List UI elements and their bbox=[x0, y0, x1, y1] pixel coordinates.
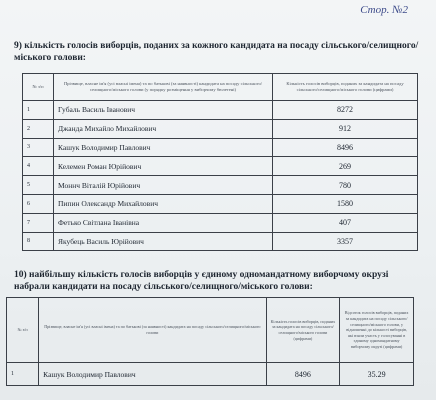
table-header-row bbox=[7, 298, 414, 363]
header-percent: Відсоток голосів виборців, поданих за кандидата на посаду сільського/селищного/міського голови, у відношенні до кількості виборців, які взяли участь у голосуванні в єдиному одномандатному виборчому окрузі (цифрами) bbox=[340, 298, 414, 363]
candidate-name: Келемен Роман Юрійович bbox=[54, 157, 273, 176]
section-10-heading: 10) найбільшу кількість голосів виборців у єдиному одномандатному виборчому окрузі набрали кандидати на посаду сільського/селищного/міського голови: bbox=[14, 270, 389, 292]
candidate-votes: 407 bbox=[273, 213, 418, 232]
row-num: 7 bbox=[23, 213, 54, 232]
section-9-heading: 9) кількість голосів виборців, поданих за кожного кандидата на посаду сільського/селищного/міського голови: bbox=[14, 41, 419, 63]
table-row bbox=[23, 119, 418, 138]
candidate-votes: 8272 bbox=[273, 101, 418, 120]
candidate-name: Моннч Віталій Юрійович bbox=[54, 176, 273, 195]
row-num: 2 bbox=[23, 119, 54, 138]
header-votes: Кількість голосів виборців, поданих за кандидата на посаду сільського/селищного/міського голови (цифрами) bbox=[266, 298, 340, 363]
table-row bbox=[23, 138, 418, 157]
candidate-votes: 912 bbox=[273, 119, 418, 138]
table-row bbox=[7, 363, 414, 386]
header-num: № з/п bbox=[7, 298, 39, 363]
table-row bbox=[23, 176, 418, 195]
candidate-name: Пипин Олександр Михайлович bbox=[54, 194, 273, 213]
candidate-name: Якубець Василь Юрійович bbox=[54, 232, 273, 251]
row-num: 3 bbox=[23, 138, 54, 157]
row-num: 8 bbox=[23, 232, 54, 251]
candidate-name: Джанда Михайло Михайлович bbox=[54, 119, 273, 138]
candidate-name: Кашук Володимир Павлович bbox=[39, 363, 266, 386]
candidate-votes: 269 bbox=[273, 157, 418, 176]
candidate-votes: 8496 bbox=[266, 363, 340, 386]
table-row bbox=[23, 157, 418, 176]
header-num: № з/п bbox=[23, 74, 54, 101]
candidate-name: Фетько Світлана Іванівна bbox=[54, 213, 273, 232]
row-num: 5 bbox=[23, 176, 54, 195]
row-num: 1 bbox=[23, 101, 54, 120]
row-num: 1 bbox=[7, 363, 39, 386]
header-name: Прізвище, власне ім'я (усі власні імена) та по батькові (за наявності) кандидата на посаду сільського/селищного/міського голови bbox=[39, 298, 266, 363]
table-row bbox=[23, 232, 418, 251]
candidate-name: Кашук Володимир Павлович bbox=[54, 138, 273, 157]
candidate-votes: 1580 bbox=[273, 194, 418, 213]
candidate-percent: 35.29 bbox=[340, 363, 414, 386]
page-number: Стор. №2 bbox=[360, 4, 408, 16]
candidates-votes-table bbox=[22, 73, 418, 251]
candidate-name: Губаль Василь Іванович bbox=[54, 101, 273, 120]
header-name: Прізвище, власне ім'я (усі власні імена) та по батькові (за наявності) кандидата на посаду сільського/селищного/міського голови (у порядку розміщення у виборчому бюлетені) bbox=[54, 74, 273, 101]
header-votes: Кількість голосів виборців, поданих за кандидата на посаду сільського/селищного/міського голови (цифрами) bbox=[273, 74, 418, 101]
table-row bbox=[23, 101, 418, 120]
table-header-row bbox=[23, 74, 418, 101]
row-num: 4 bbox=[23, 157, 54, 176]
row-num: 6 bbox=[23, 194, 54, 213]
table-row bbox=[23, 194, 418, 213]
table-row bbox=[23, 213, 418, 232]
candidate-votes: 3357 bbox=[273, 232, 418, 251]
winner-table bbox=[6, 297, 414, 386]
candidate-votes: 780 bbox=[273, 176, 418, 195]
candidate-votes: 8496 bbox=[273, 138, 418, 157]
